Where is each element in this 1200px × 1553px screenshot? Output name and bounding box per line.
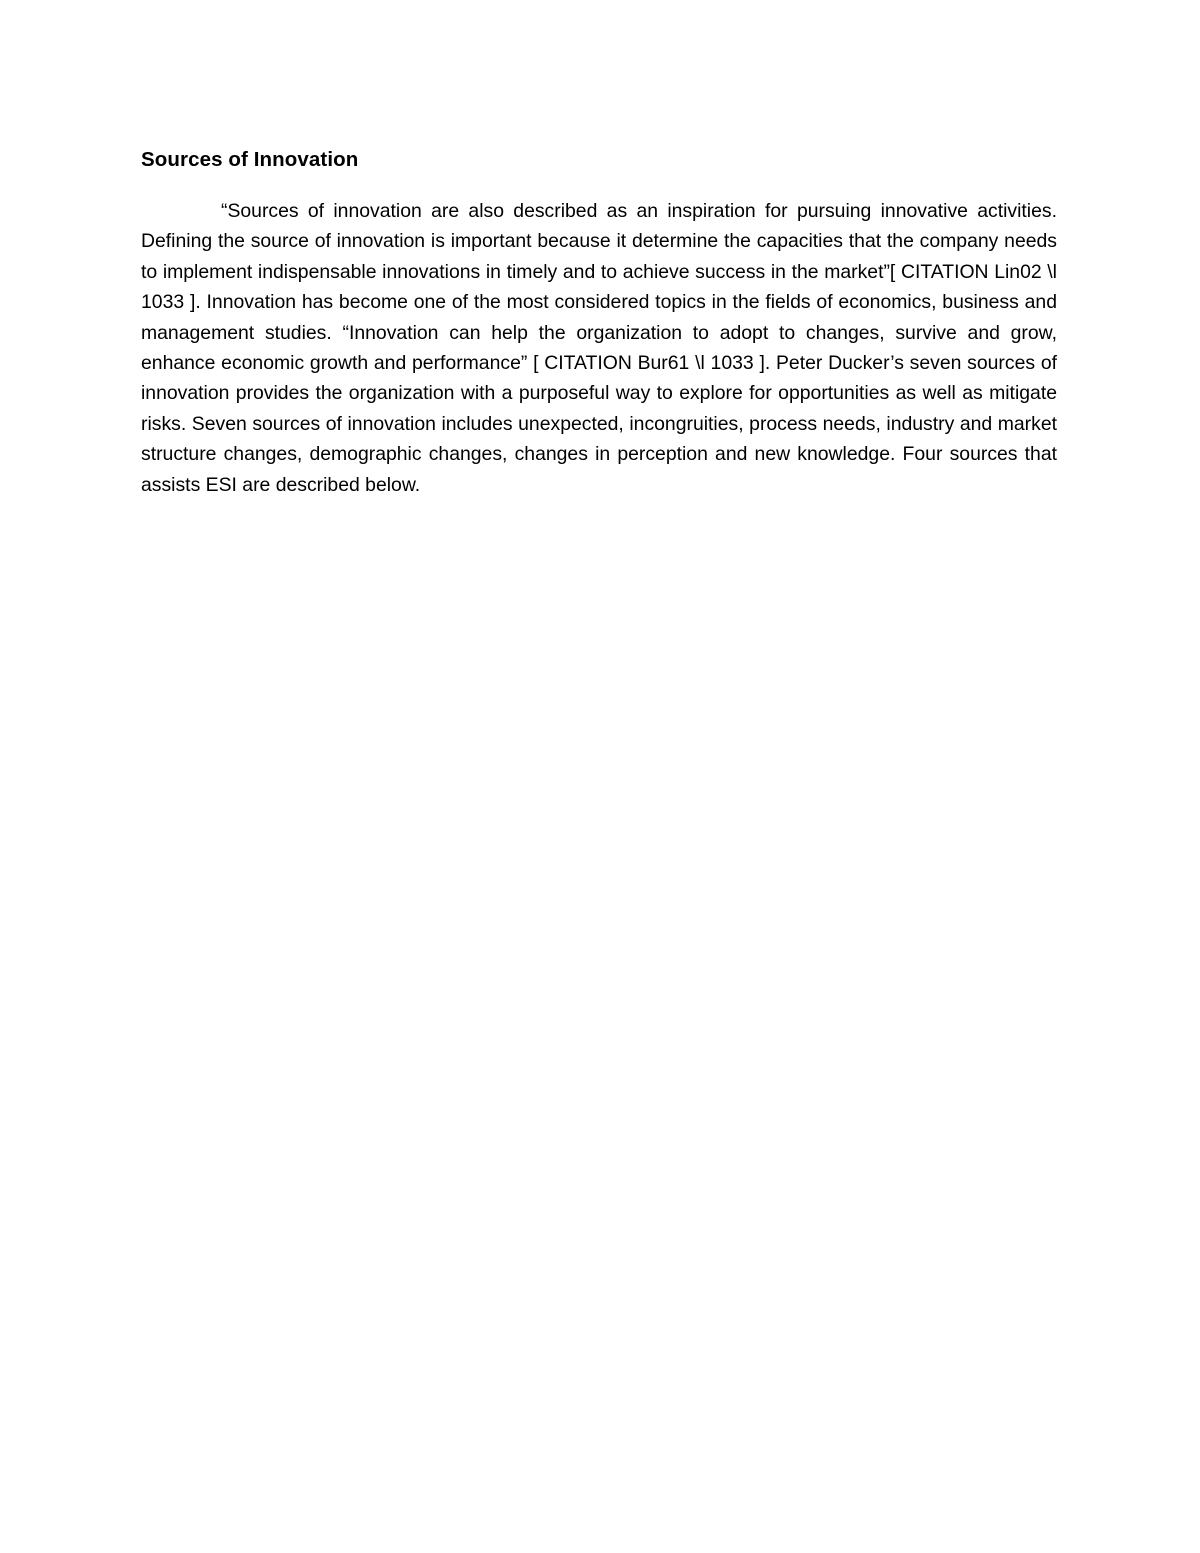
section-heading: Sources of Innovation — [141, 148, 359, 171]
page-content — [141, 146, 1057, 500]
body-paragraph: “Sources of innovation are also described as an inspiration for pursuing innovative activities. Defining the source of innovation is important because it determine the capacities that the company needs to implement indispensable innovations in timely and to achieve success in the market”[ CITATION Lin02 \l 1033 ]. Innovation has become one of the most considered topics in the fields of economics, business and management studies. “Innovation can help the organization to adopt to changes, survive and grow, enhance economic growth and performance” [ CITATION Bur61 \l 1033 ]. Peter Ducker’s seven sources of innovation provides the organization with a purposeful way to explore for opportunities as well as mitigate risks. Seven sources of innovation includes unexpected, incongruities, process needs, industry and market structure changes, demographic changes, changes in perception and new knowledge. Four sources that assists ESI are described below. — [141, 200, 1057, 496]
